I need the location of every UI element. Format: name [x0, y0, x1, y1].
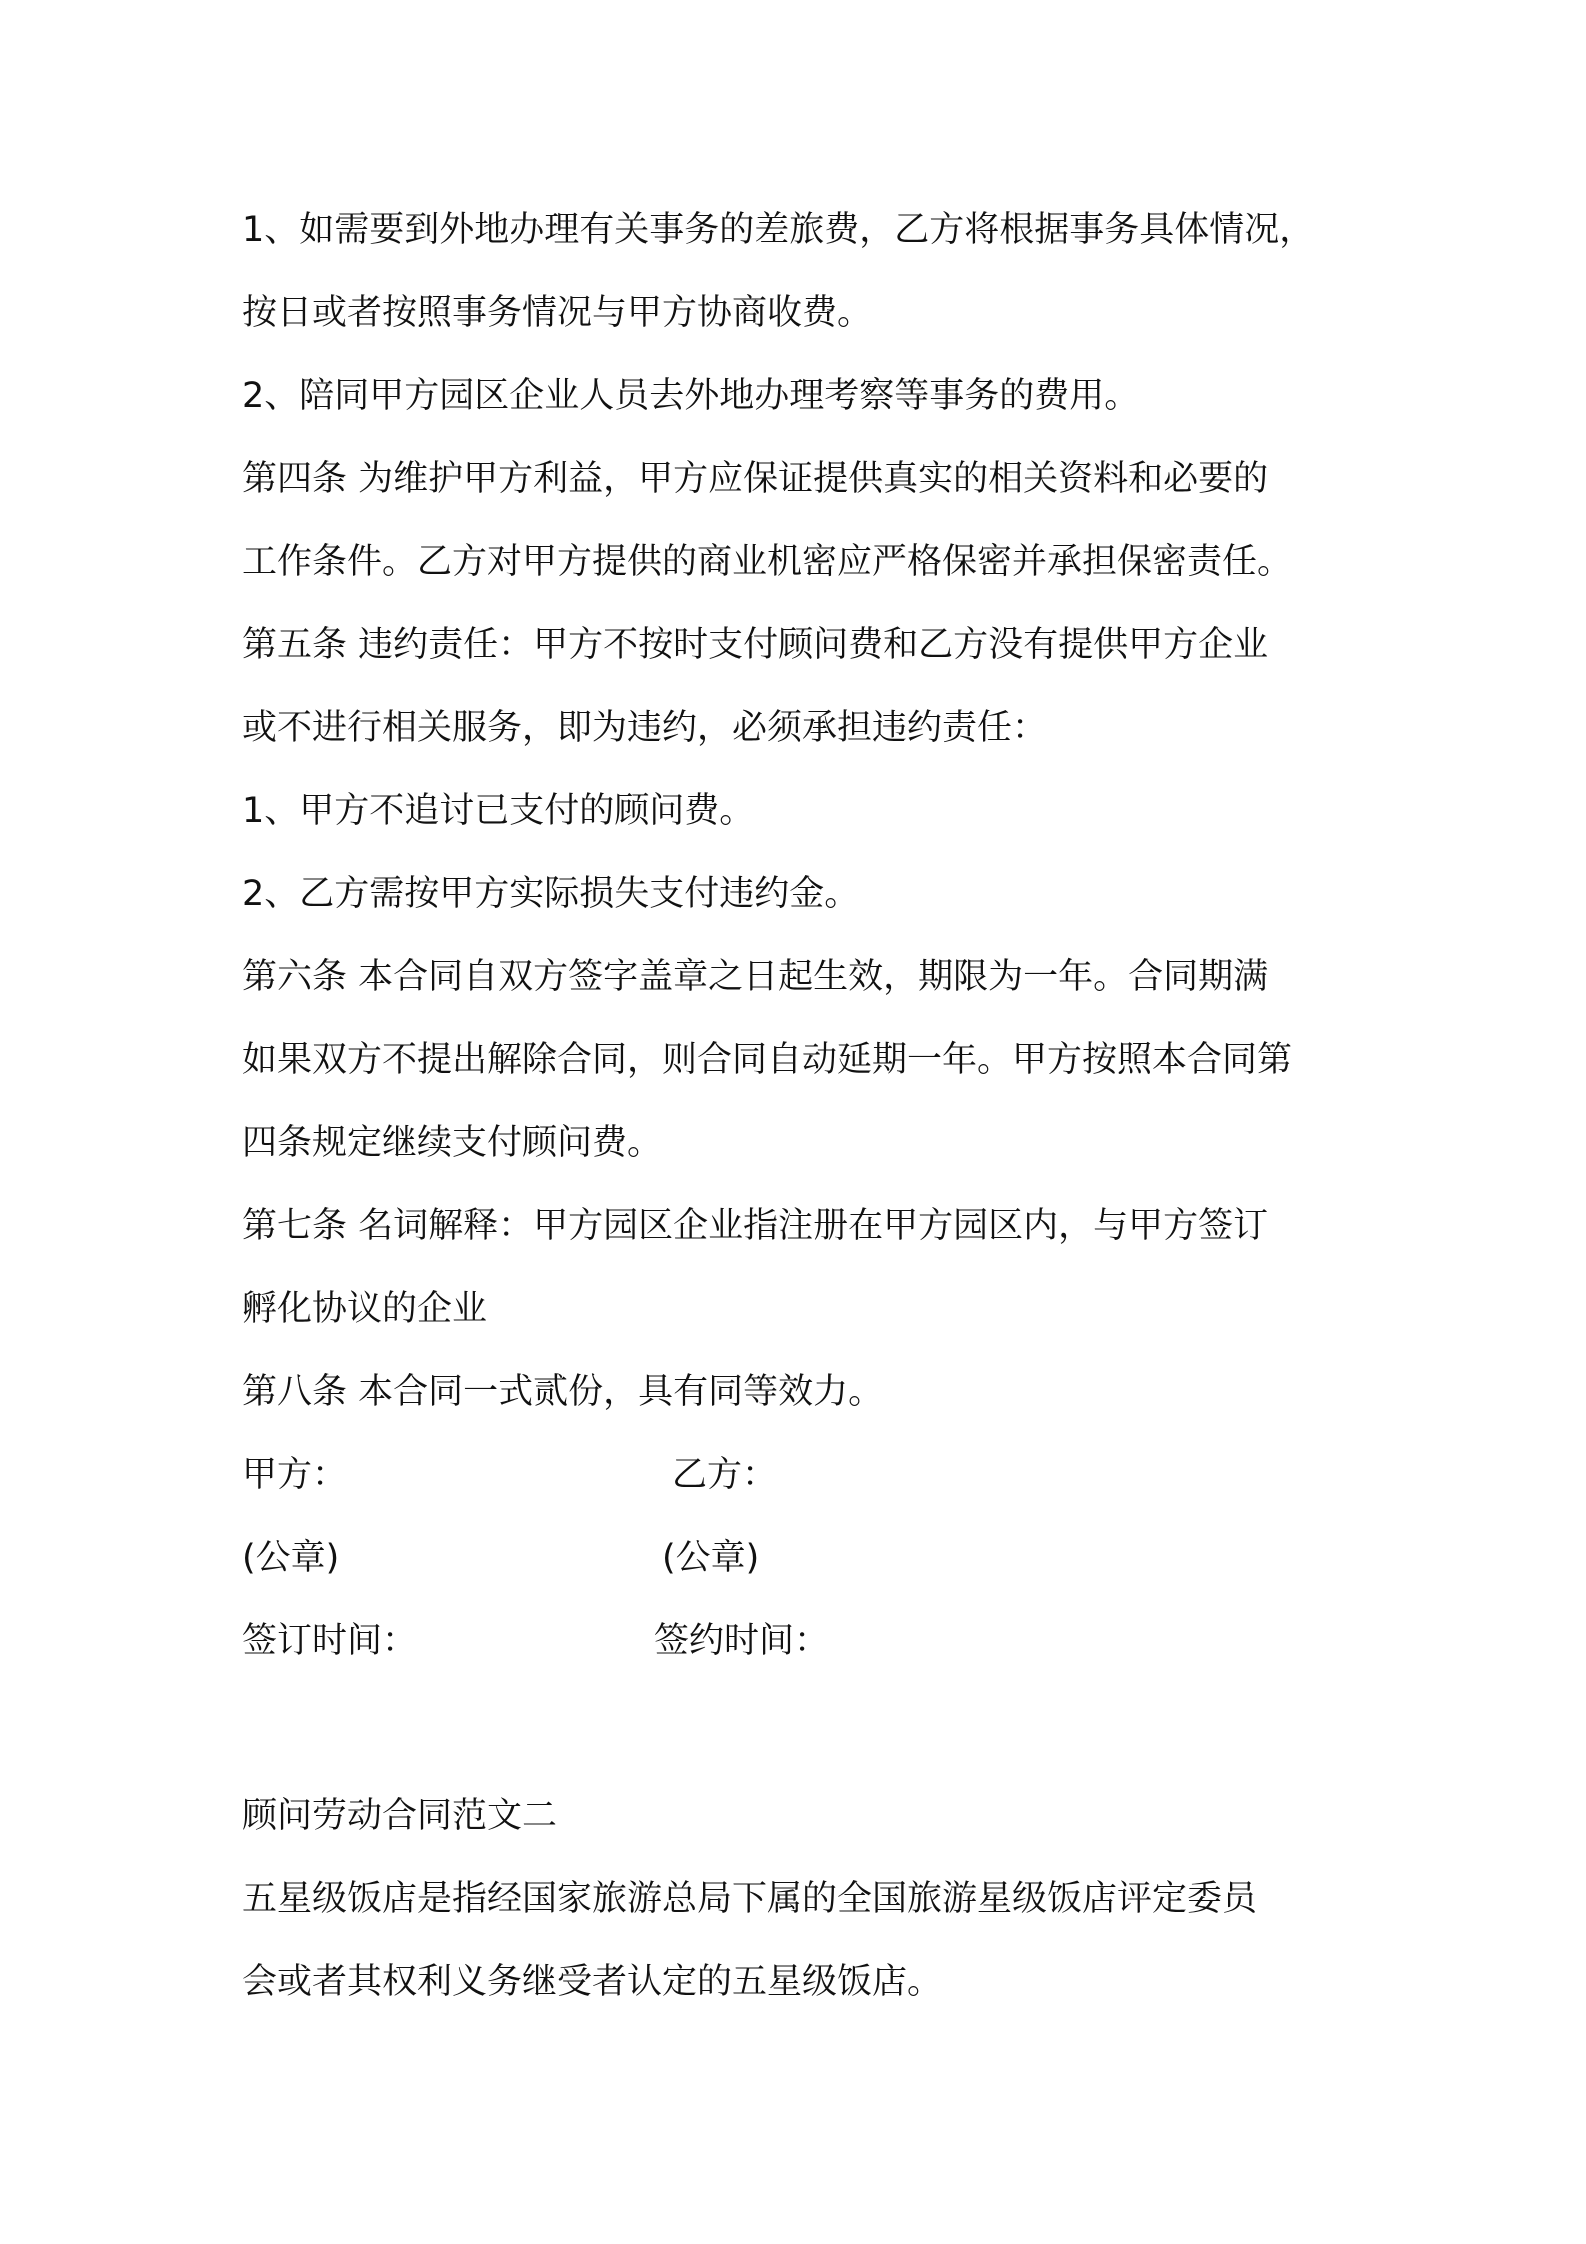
paragraph-line: 第七条 名词解释：甲方园区企业指注册在甲方园区内，与甲方签订: [242, 1206, 1269, 1246]
party-b-sign-time: 签约时间：: [654, 1621, 830, 1661]
paragraph-line: 2、陪同甲方园区企业人员去外地办理考察等事务的费用。: [242, 376, 1140, 416]
party-a-sign-time: 签订时间：: [242, 1621, 418, 1661]
paragraph-line: 2、乙方需按甲方实际损失支付违约金。: [242, 874, 860, 914]
paragraph-line: 按日或者按照事务情况与甲方协商收费。: [242, 293, 873, 333]
paragraph-line: 工作条件。乙方对甲方提供的商业机密应严格保密并承担保密责任。: [242, 542, 1293, 582]
paragraph-line: 第六条 本合同自双方签字盖章之日起生效，期限为一年。合同期满: [242, 957, 1269, 997]
paragraph-line: 第四条 为维护甲方利益，甲方应保证提供真实的相关资料和必要的: [242, 459, 1269, 499]
paragraph-line: 1、甲方不追讨已支付的顾问费。: [242, 791, 755, 831]
paragraph-line: 孵化协议的企业: [242, 1289, 488, 1329]
paragraph-line: 会或者其权利义务继受者认定的五星级饭店。: [242, 1962, 943, 2002]
section2-title: 顾问劳动合同范文二: [242, 1796, 558, 1836]
paragraph-line: 第八条 本合同一式贰份，具有同等效力。: [242, 1372, 884, 1412]
party-a-label: 甲方：: [242, 1455, 348, 1495]
party-b-seal: (公章): [662, 1538, 760, 1578]
paragraph-line: 第五条 违约责任：甲方不按时支付顾问费和乙方没有提供甲方企业: [242, 625, 1269, 665]
paragraph-line: 四条规定继续支付顾问费。: [242, 1123, 663, 1163]
paragraph-line: 如果双方不提出解除合同，则合同自动延期一年。甲方按照本合同第: [242, 1040, 1293, 1080]
paragraph-line: 或不进行相关服务，即为违约，必须承担违约责任：: [242, 708, 1048, 748]
party-a-seal: (公章): [242, 1538, 340, 1578]
paragraph-line: 五星级饭店是指经国家旅游总局下属的全国旅游星级饭店评定委员: [242, 1879, 1258, 1919]
paragraph-line: 1、如需要到外地办理有关事务的差旅费，乙方将根据事务具体情况，: [242, 210, 1315, 250]
party-b-label: 乙方：: [672, 1455, 778, 1495]
